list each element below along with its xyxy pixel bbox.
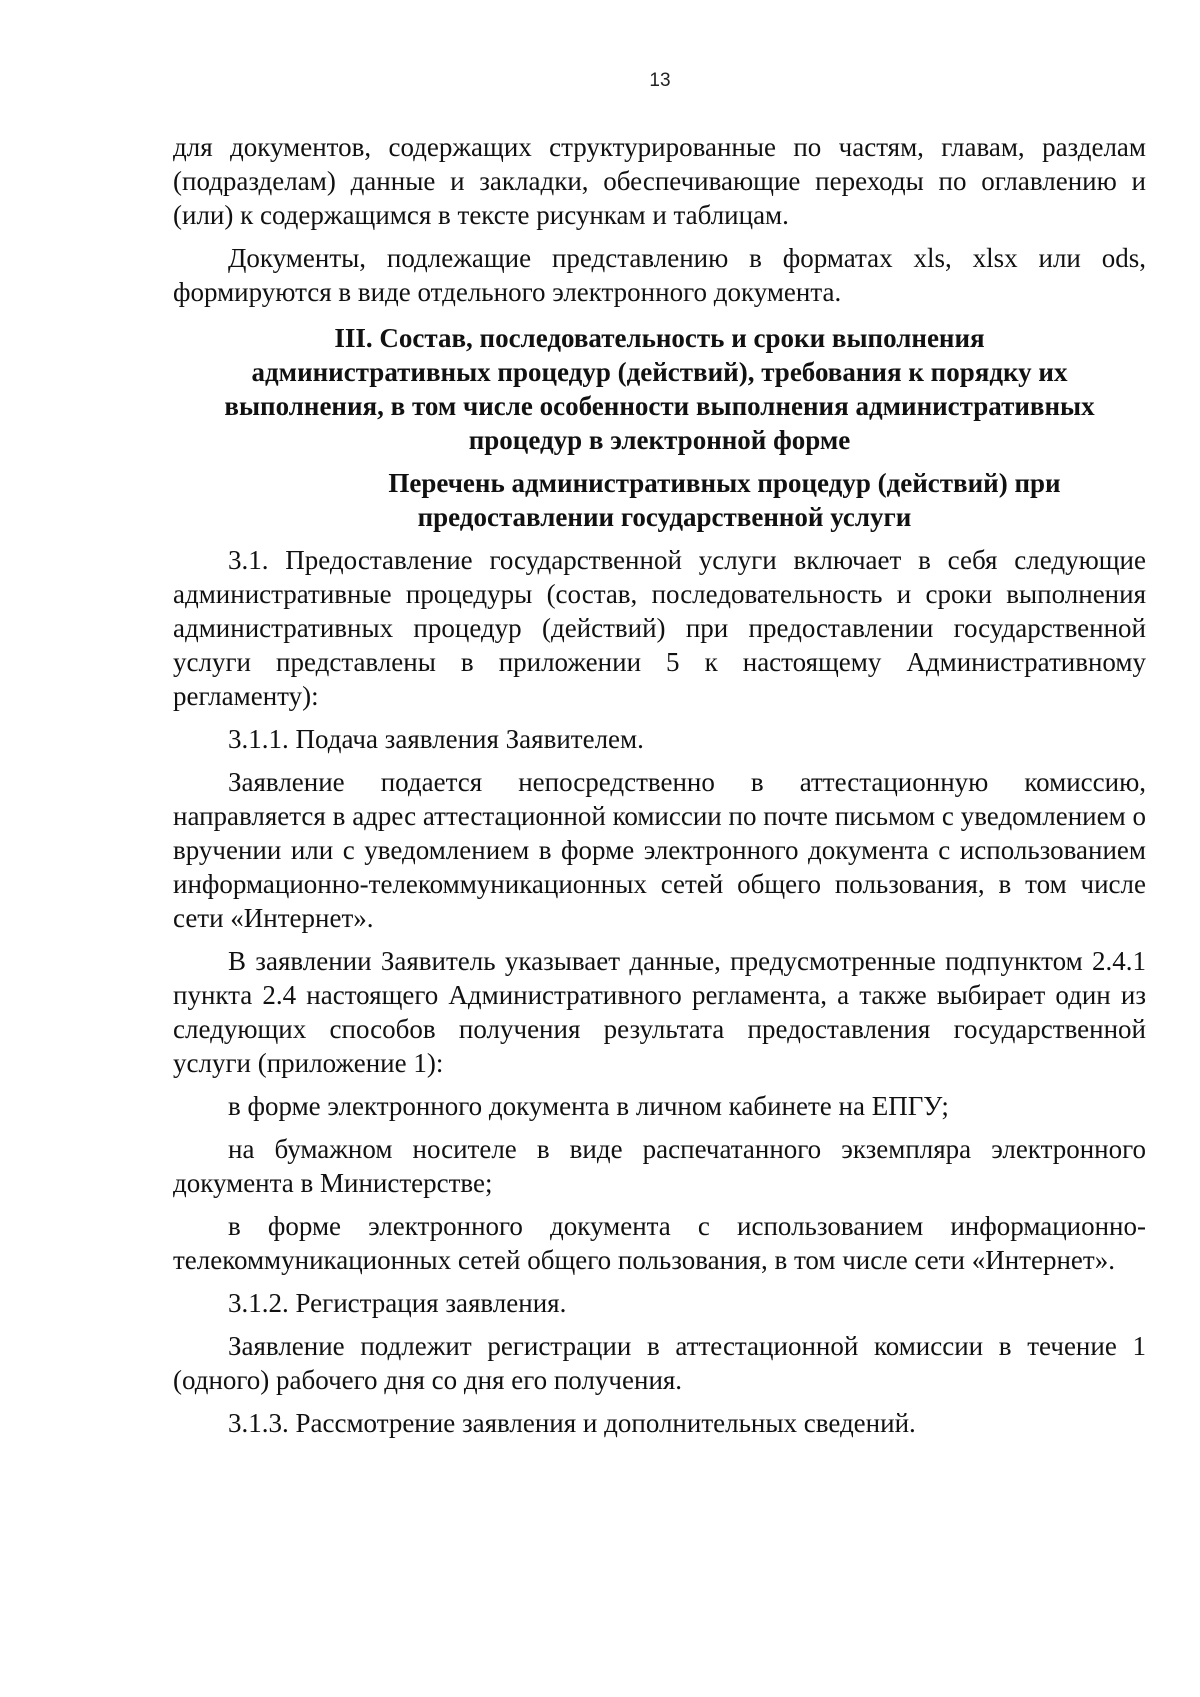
section-heading-line: процедур в электронной форме bbox=[468, 425, 851, 455]
paragraph-application-submission: Заявление подается непосредственно в аттестационную комиссию, направляется в адрес аттестационной комиссии по почте письмом с уведомлением о вручении или с уведомлением в форме электронного документа с использованием информационно-телекоммуникационных сетей общего пользования, в том числе сети «Интернет». bbox=[173, 767, 1146, 933]
section-heading-line: выполнения, в том числе особенности выполнения административных bbox=[224, 391, 1095, 421]
paragraph-3-1-3: 3.1.3. Рассмотрение заявления и дополнительных сведений. bbox=[228, 1408, 916, 1438]
paragraph-pdf-bookmarks: для документов, содержащих структурированные по частям, главам, разделам (подразделам) данные и закладки, обеспечивающие переходы по оглавлению и (или) к содержащимся в тексте рисункам и таблицам. bbox=[173, 132, 1146, 230]
paragraph-3-1-1: 3.1.1. Подача заявления Заявителем. bbox=[228, 724, 644, 754]
page-number: 13 bbox=[649, 70, 671, 91]
paragraph-xls-formats: Документы, подлежащие представлению в форматах xls, xlsx или ods, формируются в виде отдельного электронного документа. bbox=[173, 243, 1146, 307]
paragraph-applicant-data: В заявлении Заявитель указывает данные, предусмотренные подпунктом 2.4.1 пункта 2.4 настоящего Административного регламента, а также выбирает один из следующих способов получения результата предоставления государственной услуги (приложение 1): bbox=[173, 946, 1146, 1078]
list-item-epgu: в форме электронного документа в личном кабинете на ЕПГУ; bbox=[228, 1091, 949, 1121]
subsection-heading-procedures-list bbox=[173, 466, 1146, 534]
subsection-heading-line: предоставлении государственной услуги bbox=[417, 502, 912, 532]
section-heading-iii bbox=[173, 321, 1146, 457]
section-heading-line: административных процедур (действий), требования к порядку их bbox=[251, 357, 1068, 387]
list-item-internet: в форме электронного документа с использованием информационно-телекоммуникационных сетей общего пользования, в том числе сети «Интернет». bbox=[173, 1211, 1146, 1275]
paragraph-3-1: 3.1. Предоставление государственной услуги включает в себя следующие административные процедуры (состав, последовательность и сроки выполнения административных процедур (действий) при предоставлении государственной услуги представлены в приложении 5 к настоящему Административному регламенту): bbox=[173, 545, 1146, 711]
subsection-heading-line: Перечень административных процедур (действий) при bbox=[388, 468, 1061, 498]
paragraph-3-1-2: 3.1.2. Регистрация заявления. bbox=[228, 1288, 567, 1318]
document-page bbox=[173, 70, 1146, 1440]
section-heading-line: III. Состав, последовательность и сроки выполнения bbox=[334, 323, 985, 353]
list-item-paper: на бумажном носителе в виде распечатанного экземпляра электронного документа в Министерстве; bbox=[173, 1134, 1146, 1198]
paragraph-registration-term: Заявление подлежит регистрации в аттестационной комиссии в течение 1 (одного) рабочего дня со дня его получения. bbox=[173, 1331, 1146, 1395]
